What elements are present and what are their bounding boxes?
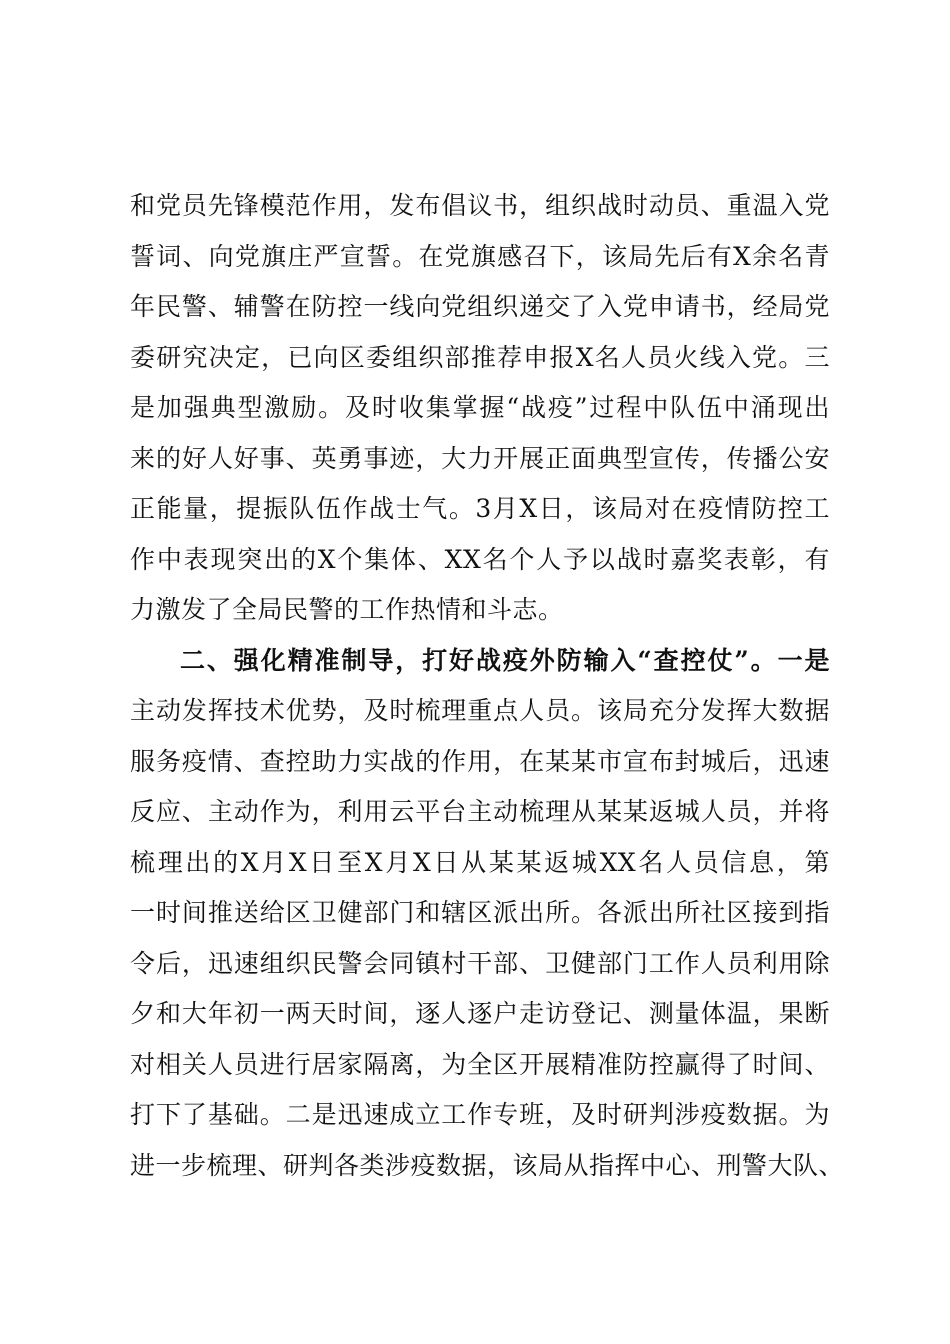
paragraph-line: 梳理出的X月X日至X月X日从某某返城XX名人员信息，第 <box>130 847 830 877</box>
paragraph-line: 反应、主动作为，利用云平台主动梳理从某某返城人员，并将 <box>130 797 830 826</box>
paragraph-line: 正能量，提振队伍作战士气。3月X日，该局对在疫情防控工 <box>130 494 830 523</box>
paragraph-line: 是加强典型激励。及时收集掌握“战疫”过程中队伍中涌现出 <box>130 393 830 422</box>
paragraph-line: 打下了基础。二是迅速成立工作专班，及时研判涉疫数据。为 <box>130 1100 830 1129</box>
paragraph-line: 令后，迅速组织民警会同镇村干部、卫健部门工作人员利用除 <box>130 948 830 978</box>
body-text <box>130 181 845 1191</box>
paragraph-line: 力激发了全局民警的工作热情和斗志。 <box>130 595 564 624</box>
paragraph-line: 作中表现突出的X个集体、XX名个人予以战时嘉奖表彰，有 <box>130 544 830 574</box>
paragraph-line: 夕和大年初一两天时间，逐人逐户走访登记、测量体温，果断 <box>130 999 830 1028</box>
paragraph-line: 来的好人好事、英勇事迹，大力开展正面典型宣传，传播公安 <box>130 443 830 473</box>
paragraph-line: 一时间推送给区卫健部门和辖区派出所。各派出所社区接到指 <box>130 898 830 927</box>
paragraph-line: 服务疫情、查控助力实战的作用，在某某市宣布封城后，迅速 <box>130 746 830 776</box>
paragraph-line: 誓词、向党旗庄严宣誓。在党旗感召下，该局先后有X余名青 <box>130 241 830 271</box>
paragraph-line: 对相关人员进行居家隔离，为全区开展精准防控赢得了时间、 <box>130 1049 830 1079</box>
paragraph-line: 年民警、辅警在防控一线向党组织递交了入党申请书，经局党 <box>130 292 830 321</box>
section-heading-line: 二、强化精准制导，打好战疫外防输入“查控仗”。一是 <box>180 645 830 675</box>
paragraph-line: 主动发挥技术优势，及时梳理重点人员。该局充分发挥大数据 <box>130 696 830 725</box>
paragraph-line: 和党员先锋模范作用，发布倡议书，组织战时动员、重温入党 <box>130 191 830 220</box>
paragraph-line: 进一步梳理、研判各类涉疫数据，该局从指挥中心、刑警大队、 <box>130 1150 845 1180</box>
paragraph-line: 委研究决定，已向区委组织部推荐申报X名人员火线入党。三 <box>130 342 830 372</box>
